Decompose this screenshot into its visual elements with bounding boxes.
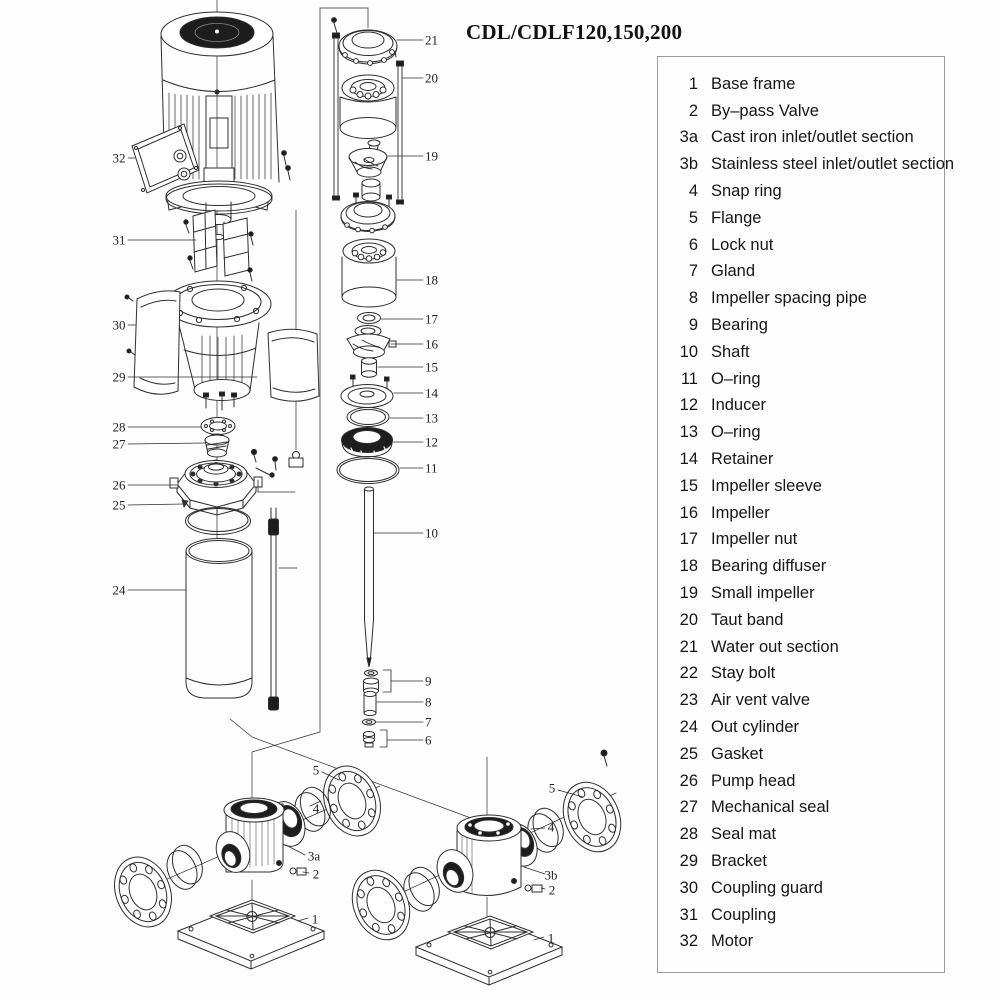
callout-4-left: 4 [312,801,320,816]
callout-3a: 3a [307,848,321,864]
callout-19: 19 [425,148,438,164]
callout-32: 32 [112,150,126,166]
callout-10: 10 [425,525,438,541]
callout-1-left: 1 [311,911,319,927]
part-name: Coupling guard [711,878,823,897]
parts-list-row [658,634,944,661]
callout-18: 18 [425,272,438,288]
parts-list [657,56,955,973]
cylinder-drawing [186,508,279,711]
part-number: 3a [679,128,698,147]
parts-list-row [658,446,944,473]
part-name: Base frame [711,74,796,93]
parts-list-row [658,848,944,875]
parts-list-row [658,714,944,741]
parts-list-row [658,527,944,554]
parts-list-row [658,125,944,152]
callout-12: 12 [425,434,438,450]
callout-21: 21 [425,32,438,48]
part-name: Water out section [711,637,839,656]
part-name: Inducer [711,396,767,415]
part-name: Out cylinder [711,718,800,737]
part-number: 17 [679,530,698,549]
part-number: 1 [688,74,698,93]
callout-5-left: 5 [312,762,320,778]
callout-31: 31 [112,232,126,248]
parts-list-row [658,71,944,98]
part-name: Impeller nut [711,530,798,549]
parts-list-row [658,232,944,259]
parts-list-row [658,875,944,902]
part-name: By–pass Valve [711,101,819,120]
part-name: Coupling [711,905,777,924]
part-number: 14 [679,450,698,469]
parts-list-row [658,553,944,580]
part-name: Mechanical seal [711,798,830,817]
parts-list-row [658,339,944,366]
part-name: Stay bolt [711,664,776,683]
part-name: Impeller spacing pipe [711,289,867,308]
part-number: 7 [688,262,698,281]
callout-7: 7 [425,714,432,730]
part-number: 31 [679,905,698,924]
parts-list-row [658,741,944,768]
part-name: Bearing diffuser [711,557,827,576]
part-number: 19 [679,584,698,603]
parts-list-row [658,768,944,795]
callout-17: 17 [425,311,438,327]
part-name: Shaft [711,342,750,361]
part-name: Bracket [711,852,767,870]
part-number: 4 [688,182,698,201]
callout-2-right: 2 [548,882,556,898]
part-number: 27 [679,798,698,817]
part-number: 20 [679,610,698,629]
callout-20: 20 [425,70,438,86]
parts-list-row [658,929,944,956]
part-number: 2 [688,101,698,120]
part-number: 15 [679,476,698,495]
parts-list-row [658,902,944,929]
parts-list-row [658,687,944,714]
motor-drawing [132,12,290,240]
part-number: 28 [679,825,698,844]
part-name: Lock nut [711,235,774,254]
parts-list-row [658,661,944,688]
part-number: 23 [679,691,698,710]
part-number: 16 [679,503,698,522]
callout-11: 11 [425,460,438,476]
callout-9: 9 [425,673,432,689]
seal-drawing [201,418,235,458]
part-number: 25 [679,744,698,763]
parts-list-row [658,607,944,634]
callout-28: 28 [112,419,126,435]
parts-list-row [658,795,944,822]
callout-6: 6 [425,732,432,748]
callout-29: 29 [112,369,126,385]
part-name: Small impeller [711,584,815,603]
part-number: 18 [679,557,698,576]
stainless-section-drawing [342,750,632,985]
page-title: CDL/CDLF120,150,200 [466,20,683,44]
parts-list-row [658,151,955,178]
part-name: Bearing [711,316,768,335]
pump-head-drawing [170,449,303,515]
part-number: 32 [679,932,698,951]
part-number: 5 [688,208,698,227]
part-number: 21 [679,637,698,656]
parts-list-row [658,393,944,420]
parts-list-row [658,312,944,339]
pump-stack-drawing [332,18,404,747]
parts-list-row [658,366,944,393]
callout-13: 13 [425,410,438,426]
part-name: Flange [711,208,762,227]
parts-list-row [658,205,944,232]
part-name: Stainless steel inlet/outlet section [711,155,955,174]
parts-list-row [658,473,944,500]
callout-27: 27 [112,436,126,452]
part-number: 10 [679,342,698,361]
callout-5-right: 5 [548,780,556,796]
part-number: 6 [688,235,698,254]
part-name: Motor [711,932,754,951]
part-number: 22 [679,664,698,683]
part-name: Cast iron inlet/outlet section [711,128,914,147]
parts-list-row [658,98,944,125]
part-name: Seal mat [711,825,777,844]
callout-3b: 3b [544,867,558,883]
part-name: Pump head [711,771,796,790]
callout-4-right: 4 [547,819,555,835]
callout-1-right: 1 [547,930,555,946]
callout-2-left: 2 [312,866,320,882]
callout-14: 14 [425,385,438,401]
part-name: Snap ring [711,182,782,201]
callout-8: 8 [425,694,432,710]
part-number: 30 [679,878,698,897]
part-number: 8 [688,289,698,308]
part-number: 3b [679,155,698,174]
part-name: Gasket [711,744,764,763]
parts-list-row [658,500,944,527]
part-name: Air vent valve [711,691,811,710]
bracket-drawing [165,281,271,410]
part-number: 24 [679,718,698,737]
callout-25: 25 [112,497,126,513]
part-number: 9 [688,316,698,335]
part-number: 11 [680,369,698,388]
part-number: 29 [679,852,698,870]
part-number: 26 [679,771,698,790]
part-number: 12 [679,396,698,415]
parts-list-row [658,285,944,312]
callout-26: 26 [112,477,126,493]
part-name: Impeller sleeve [711,476,822,495]
part-name: Impeller [711,503,770,522]
part-name: Taut band [711,610,784,629]
parts-list-row [658,259,944,286]
cast-iron-section-drawing [104,758,390,969]
parts-list-row [658,580,944,607]
callout-24: 24 [112,582,126,598]
callout-15: 15 [425,359,438,375]
part-name: O–ring [711,423,761,442]
parts-list-row [658,419,944,446]
parts-list-row [658,821,944,848]
callout-16: 16 [425,336,438,352]
part-name: Retainer [711,450,774,469]
parts-list-row [658,178,944,205]
part-name: Gland [711,262,756,281]
callout-30: 30 [112,317,126,333]
part-name: O–ring [711,369,761,388]
part-number: 13 [679,423,698,442]
